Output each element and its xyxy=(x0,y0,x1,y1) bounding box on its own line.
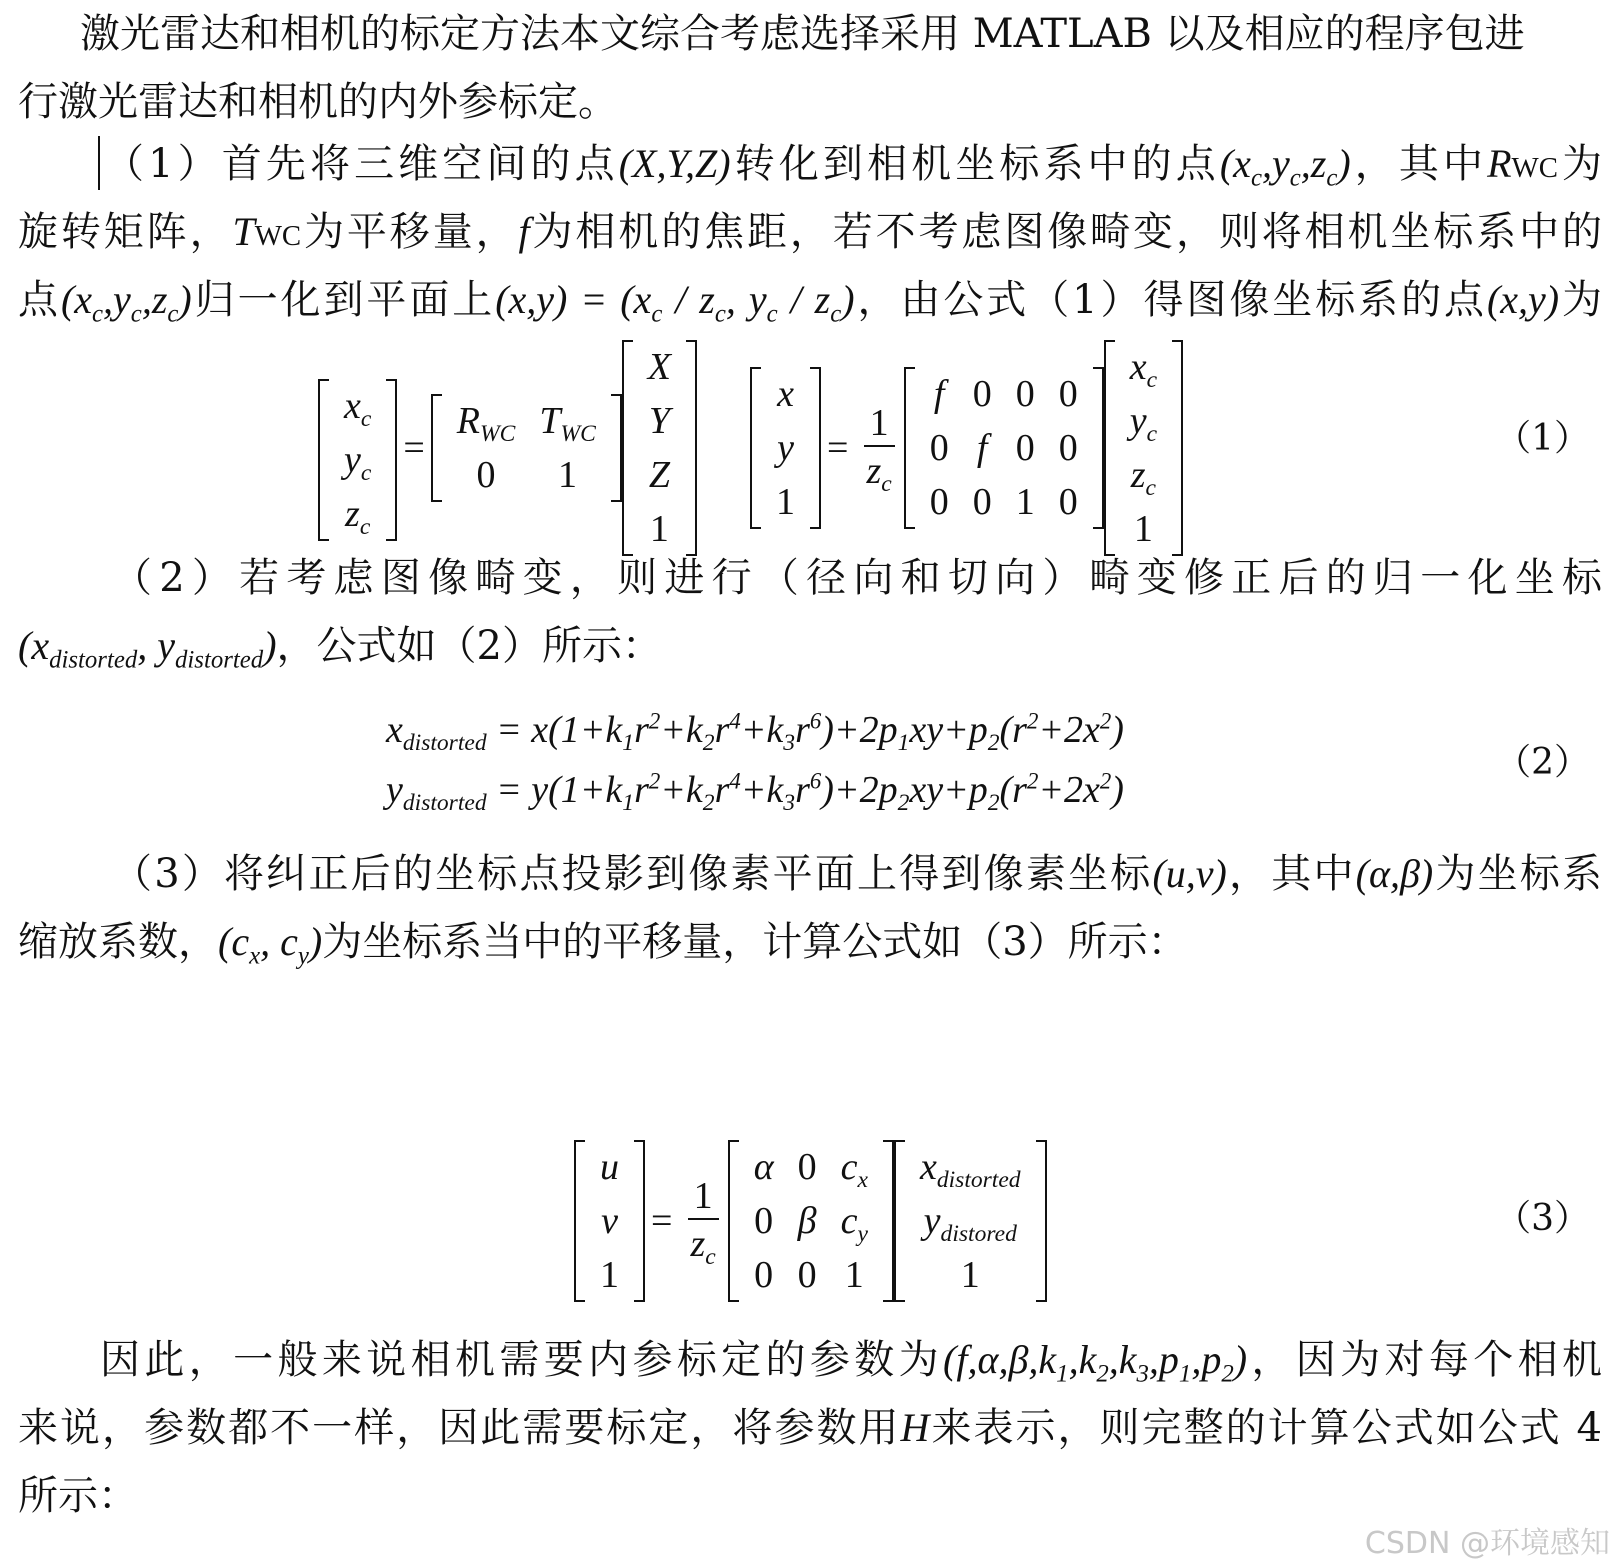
equation-2-x: $x_{distorted} = x(1+k_1r^2+k_2r^4+k_3r^6)+2p_1xy+p_2(r^2+2x^2)$ xyxy=(386,708,1124,757)
equation-3-number: （3） xyxy=(1495,1198,1590,1239)
paragraph-4-line-1: （3）将纠正后的坐标点投影到像素平面上得到像素坐标(u,v)，其中(α,β)为坐标系 xyxy=(112,851,1603,897)
paragraph-4-line-2: 缩放系数，($c_x$, $c_y$)为坐标系当中的平移量，计算公式如（3）所示： xyxy=(18,919,1188,970)
text-cursor xyxy=(98,136,100,190)
watermark: CSDN @环境感知 xyxy=(1364,1526,1610,1561)
paragraph-1-line-1: 激光雷达和相机的标定方法本文综合考虑选择采用 MATLAB 以及相应的程序包进 xyxy=(80,11,1525,57)
equation-3: u v 1 = $\frac{1}{z_c}$ α 0 $c_x$ 0 β $c_y$ 0 0 1 $x_{distorted}$ $y_{distored}$ 1 xyxy=(574,1140,1047,1302)
equation-1-left: $x_c$ $y_c$ $z_c$ = $R_{WC}$ $T_{WC}$ 0 1 X Y Z 1 xyxy=(318,340,697,556)
paragraph-2-line-3: 点$(x_c,y_c,z_c)$归一化到平面上$(x,y) = (x_c / z_c$, $y_c / z_c$)，由公式（1）得图像坐标系的点(x,y)为 xyxy=(18,277,1603,328)
equation-1-number: （1） xyxy=(1495,418,1590,459)
equation-1-right: x y 1 = $\frac{1}{z_c}$ f 0 0 0 0 f 0 0 0 0 1 0 $x_c$ $y_c$ $z_c$ 1 xyxy=(750,340,1183,556)
paragraph-2-line-1: （1）首先将三维空间的点(X,Y,Z)转化到相机坐标系中的点$(x_c,y_c,z_c)$，其中RWC为 xyxy=(104,141,1603,192)
paragraph-3-line-1: （2）若考虑图像畸变，则进行（径向和切向）畸变修正后的归一化坐标 xyxy=(112,555,1602,601)
equation-2 xyxy=(386,700,1124,820)
paragraph-5-line-3: 所示： xyxy=(18,1473,138,1519)
equation-2-y: $y_{distorted} = y(1+k_1r^2+k_2r^4+k_3r^6)+2p_2xy+p_2(r^2+2x^2)$ xyxy=(386,768,1124,817)
paragraph-5-line-2: 来说，参数都不一样，因此需要标定，将参数用H来表示，则完整的计算公式如公式 4 xyxy=(18,1405,1603,1451)
equation-2-number: （2） xyxy=(1495,742,1590,783)
paragraph-5-line-1: 因此，一般来说相机需要内参标定的参数为$(f,\alpha,\beta,k_1,k_2,k_3,p_1,p_2)$，因为对每个相机 xyxy=(100,1337,1603,1388)
paragraph-2-line-2: 旋转矩阵，TWC为平移量，f为相机的焦距，若不考虑图像畸变，则将相机坐标系中的 xyxy=(18,209,1603,255)
paragraph-3-line-2: ($x_{distorted}$, $y_{distorted}$)，公式如（2）所示： xyxy=(18,623,662,674)
paragraph-1-line-2: 行激光雷达和相机的内外参标定。 xyxy=(18,79,618,125)
